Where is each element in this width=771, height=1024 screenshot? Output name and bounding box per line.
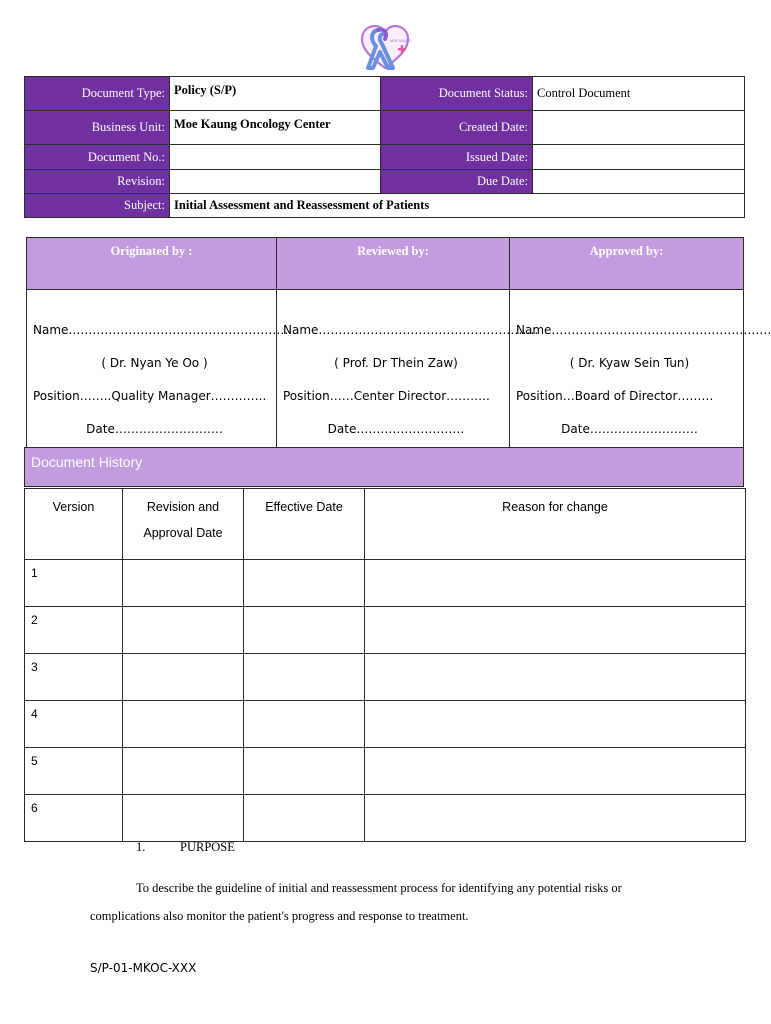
due-date-label: Due Date:	[381, 170, 533, 194]
document-history-table	[24, 488, 746, 842]
document-status-label: Document Status:	[381, 77, 533, 111]
document-type-label: Document Type:	[25, 77, 170, 111]
approved-by-cell	[510, 290, 771, 455]
reviewer-person: ( Prof. Dr Thein Zaw)	[334, 356, 458, 370]
created-date-value	[533, 111, 745, 145]
revision-header-line1: Revision and	[146, 500, 220, 514]
document-history-band	[24, 447, 744, 487]
revision-value	[170, 170, 381, 194]
document-code-footer: S/P-01-MKOC-XXX	[90, 961, 197, 975]
history-version-cell: 5	[25, 748, 123, 795]
originated-by-cell	[27, 290, 289, 455]
reviewer-position-line: Position……Center Director………..	[283, 389, 490, 403]
document-type-value: Policy (S/P)	[170, 77, 381, 111]
approved-by-header: Approved by:	[510, 238, 744, 290]
business-unit-value: Moe Kaung Oncology Center	[170, 111, 381, 145]
section-number: 1.	[136, 840, 146, 854]
history-version-cell: 2	[25, 607, 123, 654]
approver-position-line: Position…Board of Director………	[516, 389, 714, 403]
history-version-cell: 6	[25, 795, 123, 842]
history-row	[25, 701, 746, 748]
svg-text:MOE KAUNG: MOE KAUNG	[390, 39, 412, 43]
reviewer-name-line: Name……………………………………………….	[283, 323, 539, 337]
revision-label: Revision:	[25, 170, 170, 194]
due-date-value	[533, 170, 745, 194]
history-version-cell: 3	[25, 654, 123, 701]
history-row	[25, 654, 746, 701]
approver-date-line: Date………………………	[561, 422, 698, 436]
reviewer-date-line: Date………………………	[327, 422, 465, 436]
document-history-title: Document History	[31, 454, 143, 470]
history-row	[25, 607, 746, 654]
history-row	[25, 748, 746, 795]
history-row	[25, 795, 746, 842]
reviewed-by-cell	[277, 290, 539, 455]
history-version-cell: 1	[25, 560, 123, 607]
subject-label: Subject:	[25, 194, 170, 218]
subject-value: Initial Assessment and Reassessment of Patients	[170, 194, 745, 218]
created-date-label: Created Date:	[381, 111, 533, 145]
document-no-value	[170, 145, 381, 170]
version-column-header: Version	[25, 489, 123, 560]
originator-date-line: Date………………………	[86, 422, 223, 436]
revision-header-line2: Approval Date	[143, 526, 223, 540]
document-status-value: Control Document	[533, 77, 745, 111]
history-version-cell: 4	[25, 701, 123, 748]
purpose-paragraph: To describe the guideline of initial and reassessment process for identifying any potential risks or complications also monitor the patient's progress and response to treatment.	[90, 881, 622, 923]
revision-approval-column-header	[123, 489, 244, 560]
document-no-label: Document No.:	[25, 145, 170, 170]
signature-table	[26, 237, 771, 455]
reviewed-by-header: Reviewed by:	[277, 238, 510, 290]
originated-by-header: Originated by :	[27, 238, 277, 290]
document-info-table	[24, 76, 745, 218]
approver-person: ( Dr. Kyaw Sein Tun)	[569, 356, 690, 370]
history-row	[25, 560, 746, 607]
section-title: PURPOSE	[180, 840, 235, 854]
purpose-heading	[136, 840, 235, 855]
originator-name-line: Name……………………………………………….	[33, 323, 289, 337]
effective-date-column-header: Effective Date	[244, 489, 365, 560]
originator-person: ( Dr. Nyan Ye Oo )	[101, 356, 208, 370]
originator-position-line: Position……..Quality Manager…………..	[33, 389, 267, 403]
issued-date-value	[533, 145, 745, 170]
issued-date-label: Issued Date:	[381, 145, 533, 170]
reason-column-header: Reason for change	[365, 489, 746, 560]
approver-name-line: Name……………………………………………….	[516, 323, 771, 337]
business-unit-label: Business Unit:	[25, 111, 170, 145]
heart-ribbon-logo-icon	[358, 22, 412, 74]
